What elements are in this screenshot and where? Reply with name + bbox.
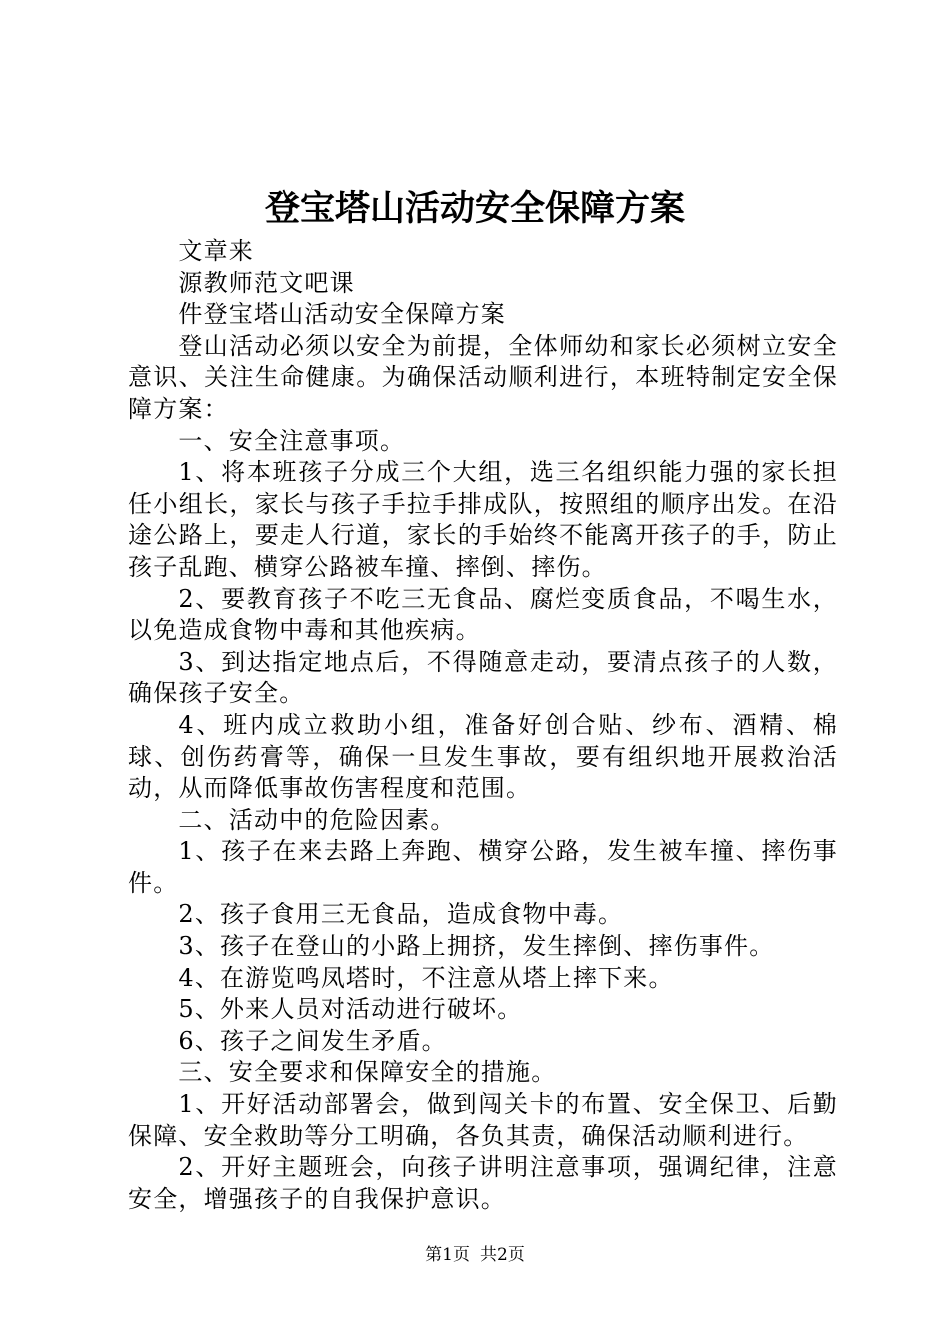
paragraph: 1、开好活动部署会，做到闯关卡的布置、安全保卫、后勤保障、安全救助等分工明确，各负其责，确保活动顺利进行。 xyxy=(128,1090,838,1150)
paragraph: 1、将本班孩子分成三个大组，选三名组织能力强的家长担任小组长，家长与孩子手拉手排成队，按照组的顺序出发。在沿途公路上，要走人行道，家长的手始终不能离开孩子的手，防止孩子乱跑、横穿公路被车撞、摔倒、摔伤。 xyxy=(128,458,838,581)
page-number: 第1页 xyxy=(425,1245,470,1265)
section-heading: 三、安全要求和保障安全的措施。 xyxy=(178,1058,557,1087)
paragraph: 源教师范文吧课 xyxy=(178,268,355,297)
document-body xyxy=(128,236,838,1215)
paragraph: 2、要教育孩子不吃三无食品、腐烂变质食品，不喝生水，以免造成食物中毒和其他疾病。 xyxy=(128,584,838,645)
paragraph: 3、孩子在登山的小路上拥挤，发生摔倒、摔伤事件。 xyxy=(178,932,775,961)
paragraph: 文章来 xyxy=(178,237,254,265)
paragraph: 1、孩子在来去路上奔跑、横穿公路，发生被车撞、摔伤事件。 xyxy=(128,837,838,897)
paragraph: 2、开好主题班会，向孩子讲明注意事项，强调纪律，注意安全，增强孩子的自我保护意识。 xyxy=(128,1153,838,1213)
paragraph: 4、在游览鸣凤塔时，不注意从塔上摔下来。 xyxy=(178,963,674,992)
page-total: 共2页 xyxy=(480,1245,525,1265)
paragraph: 4、班内成立救助小组，准备好创合贴、纱布、酒精、棉球、创伤药膏等，确保一旦发生事故，要有组织地开展救治活动，从而降低事故伤害程度和范围。 xyxy=(128,710,838,803)
paragraph: 2、孩子食用三无食品，造成食物中毒。 xyxy=(178,900,624,929)
section-heading: 一、安全注意事项。 xyxy=(178,426,406,455)
paragraph: 件登宝塔山活动安全保障方案 xyxy=(178,300,506,329)
page-footer xyxy=(0,1243,950,1267)
paragraph: 5、外来人员对活动进行破坏。 xyxy=(178,995,523,1024)
paragraph: 3、到达指定地点后，不得随意走动，要清点孩子的人数，确保孩子安全。 xyxy=(128,647,838,708)
document-title: 登宝塔山活动安全保障方案 xyxy=(264,188,685,229)
paragraph: 登山活动必须以安全为前提，全体师幼和家长必须树立安全意识、关注生命健康。为确保活动顺利进行，本班特制定安全保障方案： xyxy=(128,331,838,423)
section-heading: 二、活动中的危险因素。 xyxy=(178,805,456,834)
paragraph: 6、孩子之间发生矛盾。 xyxy=(178,1026,447,1055)
